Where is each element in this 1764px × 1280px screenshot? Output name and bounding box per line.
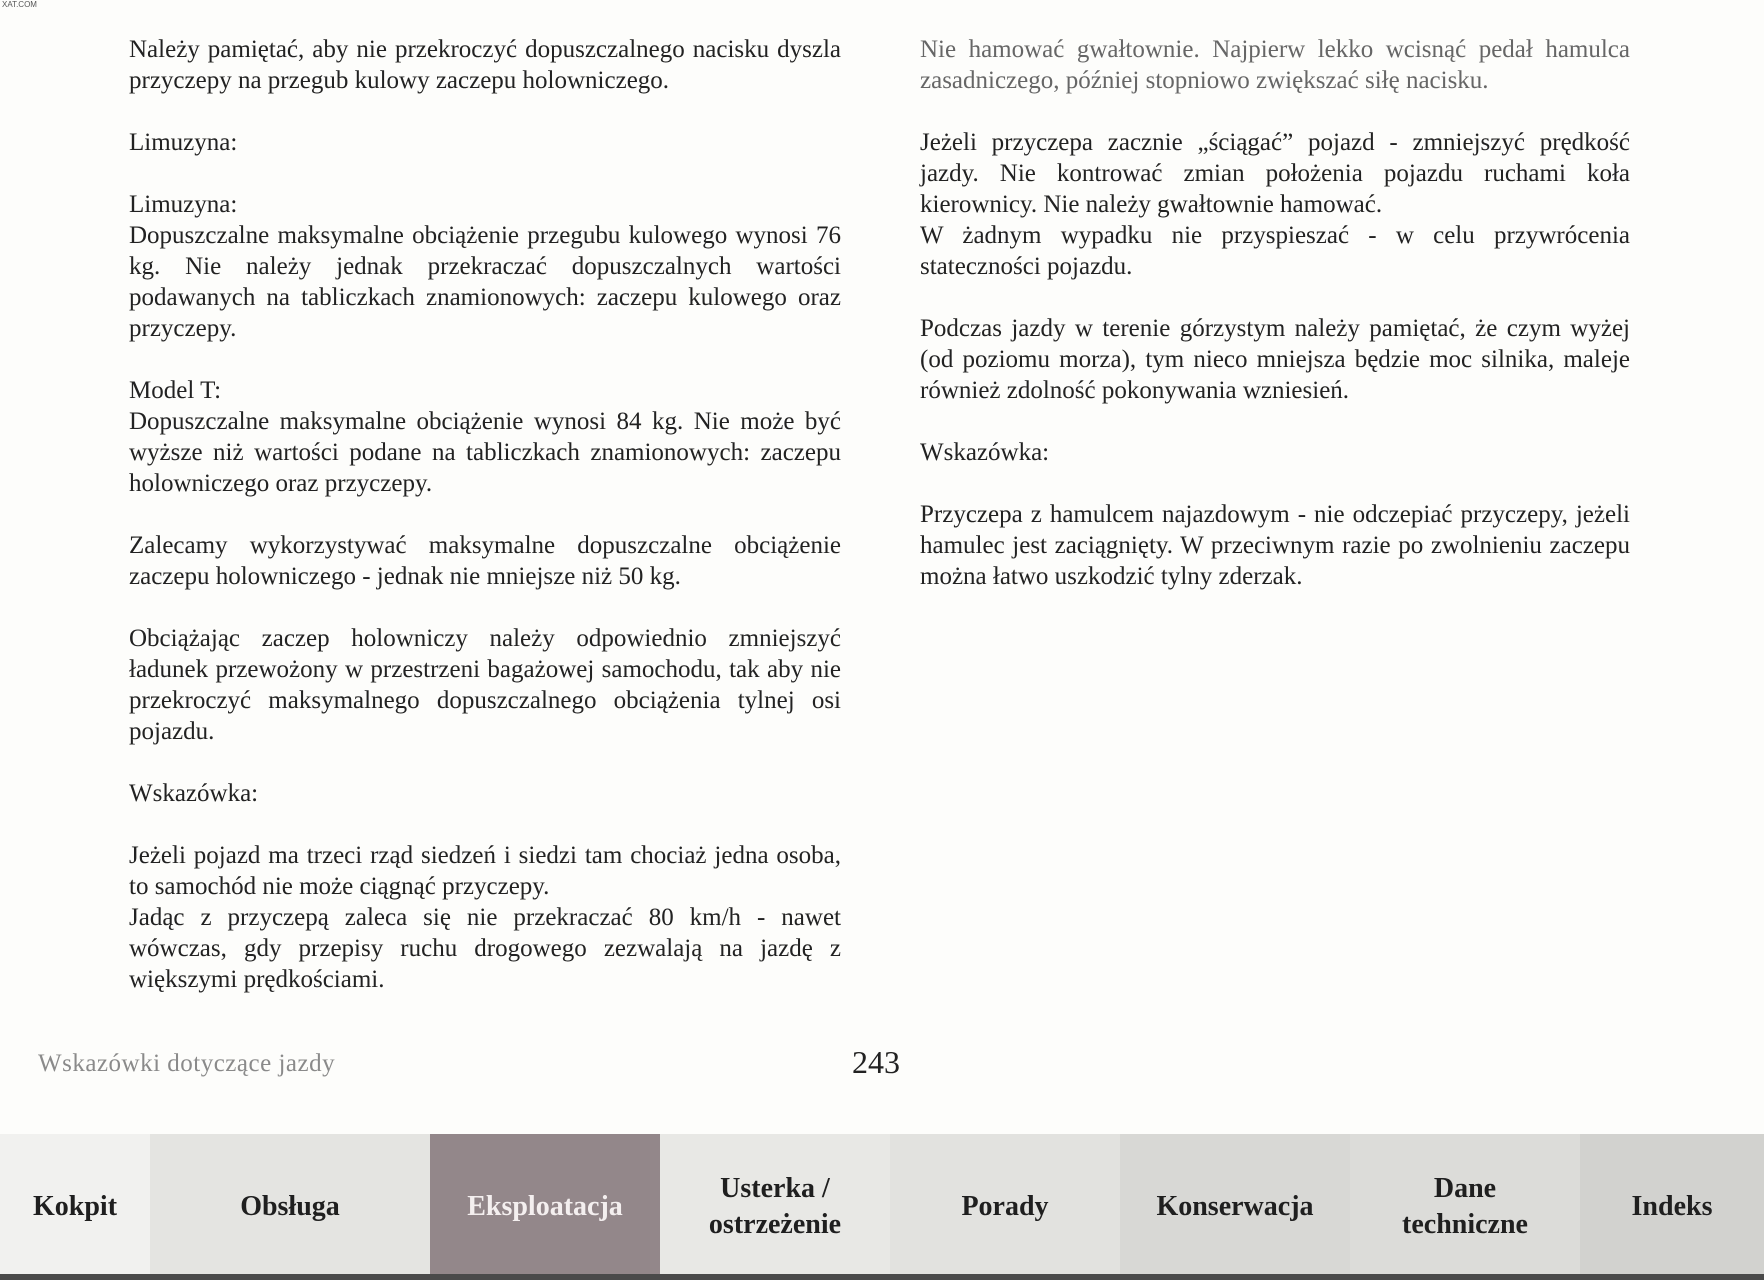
tab-label: Konserwacja (1156, 1191, 1314, 1222)
paragraph: Dopuszczalne maksymalne obciążenie wynosi 84 kg. Nie może być wyższe niż wartości podane na tabliczkach znamionowych: zaczepu holowniczego oraz przyczepy. (129, 408, 841, 497)
note-heading: Wskazówka: (920, 439, 1050, 466)
page-number: 243 (852, 1044, 900, 1080)
tab-eksploatacja[interactable] (430, 1134, 660, 1274)
paragraph: Jadąc z przyczepą zaleca się nie przekraczać 80 km/h - nawet wówczas, gdy przepisy ruchu drogowego zezwalają na jazdę z większymi prędkościami. (129, 904, 841, 993)
tab-konserwacja[interactable] (1120, 1134, 1350, 1274)
tab-label: Obsługa (240, 1191, 340, 1222)
paragraph: Dopuszczalne maksymalne obciążenie przegubu kulowego wynosi 76 kg. Nie należy jednak przekraczać dopuszczalnych wartości podawanych na tabliczkach znamionowych: zaczepu kulowego oraz przyczepy. (129, 222, 841, 342)
paragraph: Obciążając zaczep holowniczy należy odpowiednio zmniejszyć ładunek przewożony w przestrzeni bagażowej samochodu, tak aby nie przekroczyć maksymalnego dopuszczalnego obciążenia tylnej osi pojazdu. (129, 625, 841, 745)
tab-label (709, 1171, 841, 1243)
subheading: Model T: (129, 377, 222, 404)
left-column (129, 34, 841, 1026)
tab-label-line2: techniczne (1402, 1209, 1528, 1240)
tab-label: Kokpit (32, 1191, 118, 1222)
tab-label-line1: Usterka / (720, 1173, 830, 1204)
tab-label: Indeks (1631, 1191, 1713, 1222)
chapter-tab-bar (0, 1134, 1764, 1274)
tab-obsluga[interactable] (150, 1134, 430, 1274)
note-heading: Wskazówka: (129, 780, 259, 807)
corner-watermark: XAT.COM (2, 0, 37, 9)
paragraph: Jeżeli pojazd ma trzeci rząd siedzeń i siedzi tam chociaż jedna osoba, to samochód nie może ciągnąć przyczepy. (129, 842, 841, 900)
tab-dane-techniczne[interactable] (1350, 1134, 1580, 1274)
paragraph: Należy pamiętać, aby nie przekroczyć dopuszczalnego nacisku dyszla przyczepy na przegub kulowy zaczepu holowniczego. (129, 36, 841, 94)
tab-label: Eksploatacja (467, 1191, 623, 1222)
paragraph: Podczas jazdy w terenie górzystym należy pamiętać, że czym wyżej (od poziomu morza), tym nieco mniejsza będzie moc silnika, maleje również zdolność pokonywania wzniesień. (920, 315, 1630, 404)
tab-label-line1: Dane (1433, 1173, 1497, 1204)
paragraph: W żadnym wypadku nie przyspieszać - w celu przywrócenia stateczności pojazdu. (920, 222, 1630, 280)
tab-kokpit[interactable] (0, 1134, 150, 1274)
tab-porady[interactable] (890, 1134, 1120, 1274)
subheading: Limuzyna: (129, 191, 238, 218)
paragraph: Limuzyna: (129, 129, 238, 156)
tab-usterka-ostrzezenie[interactable] (660, 1134, 890, 1274)
tab-label (1402, 1171, 1528, 1243)
tab-label-line2: ostrzeżenie (708, 1209, 842, 1240)
tab-indeks[interactable] (1580, 1134, 1764, 1274)
bottom-border (0, 1274, 1764, 1280)
paragraph: Zalecamy wykorzystywać maksymalne dopuszczalne obciążenie zaczepu holowniczego - jednak nie mniejsze niż 50 kg. (129, 532, 841, 590)
paragraph: Jeżeli przyczepa zacznie „ściągać” pojazd - zmniejszyć prędkość jazdy. Nie kontrować zmian położenia pojazdu ruchami koła kierownicy. Nie należy gwałtownie hamować. (920, 129, 1630, 218)
tab-label: Porady (961, 1191, 1049, 1222)
paragraph: Przyczepa z hamulcem najazdowym - nie odczepiać przyczepy, jeżeli hamulec jest zaciągnięty. W przeciwnym razie po zwolnieniu zaczepu można łatwo uszkodzić tylny zderzak. (920, 501, 1630, 590)
section-title: Wskazówki dotyczące jazdy (38, 1050, 336, 1077)
right-column (920, 34, 1630, 623)
paragraph: Nie hamować gwałtownie. Najpierw lekko wcisnąć pedał hamulca zasadniczego, później stopniowo zwiększać siłę nacisku. (920, 36, 1630, 94)
